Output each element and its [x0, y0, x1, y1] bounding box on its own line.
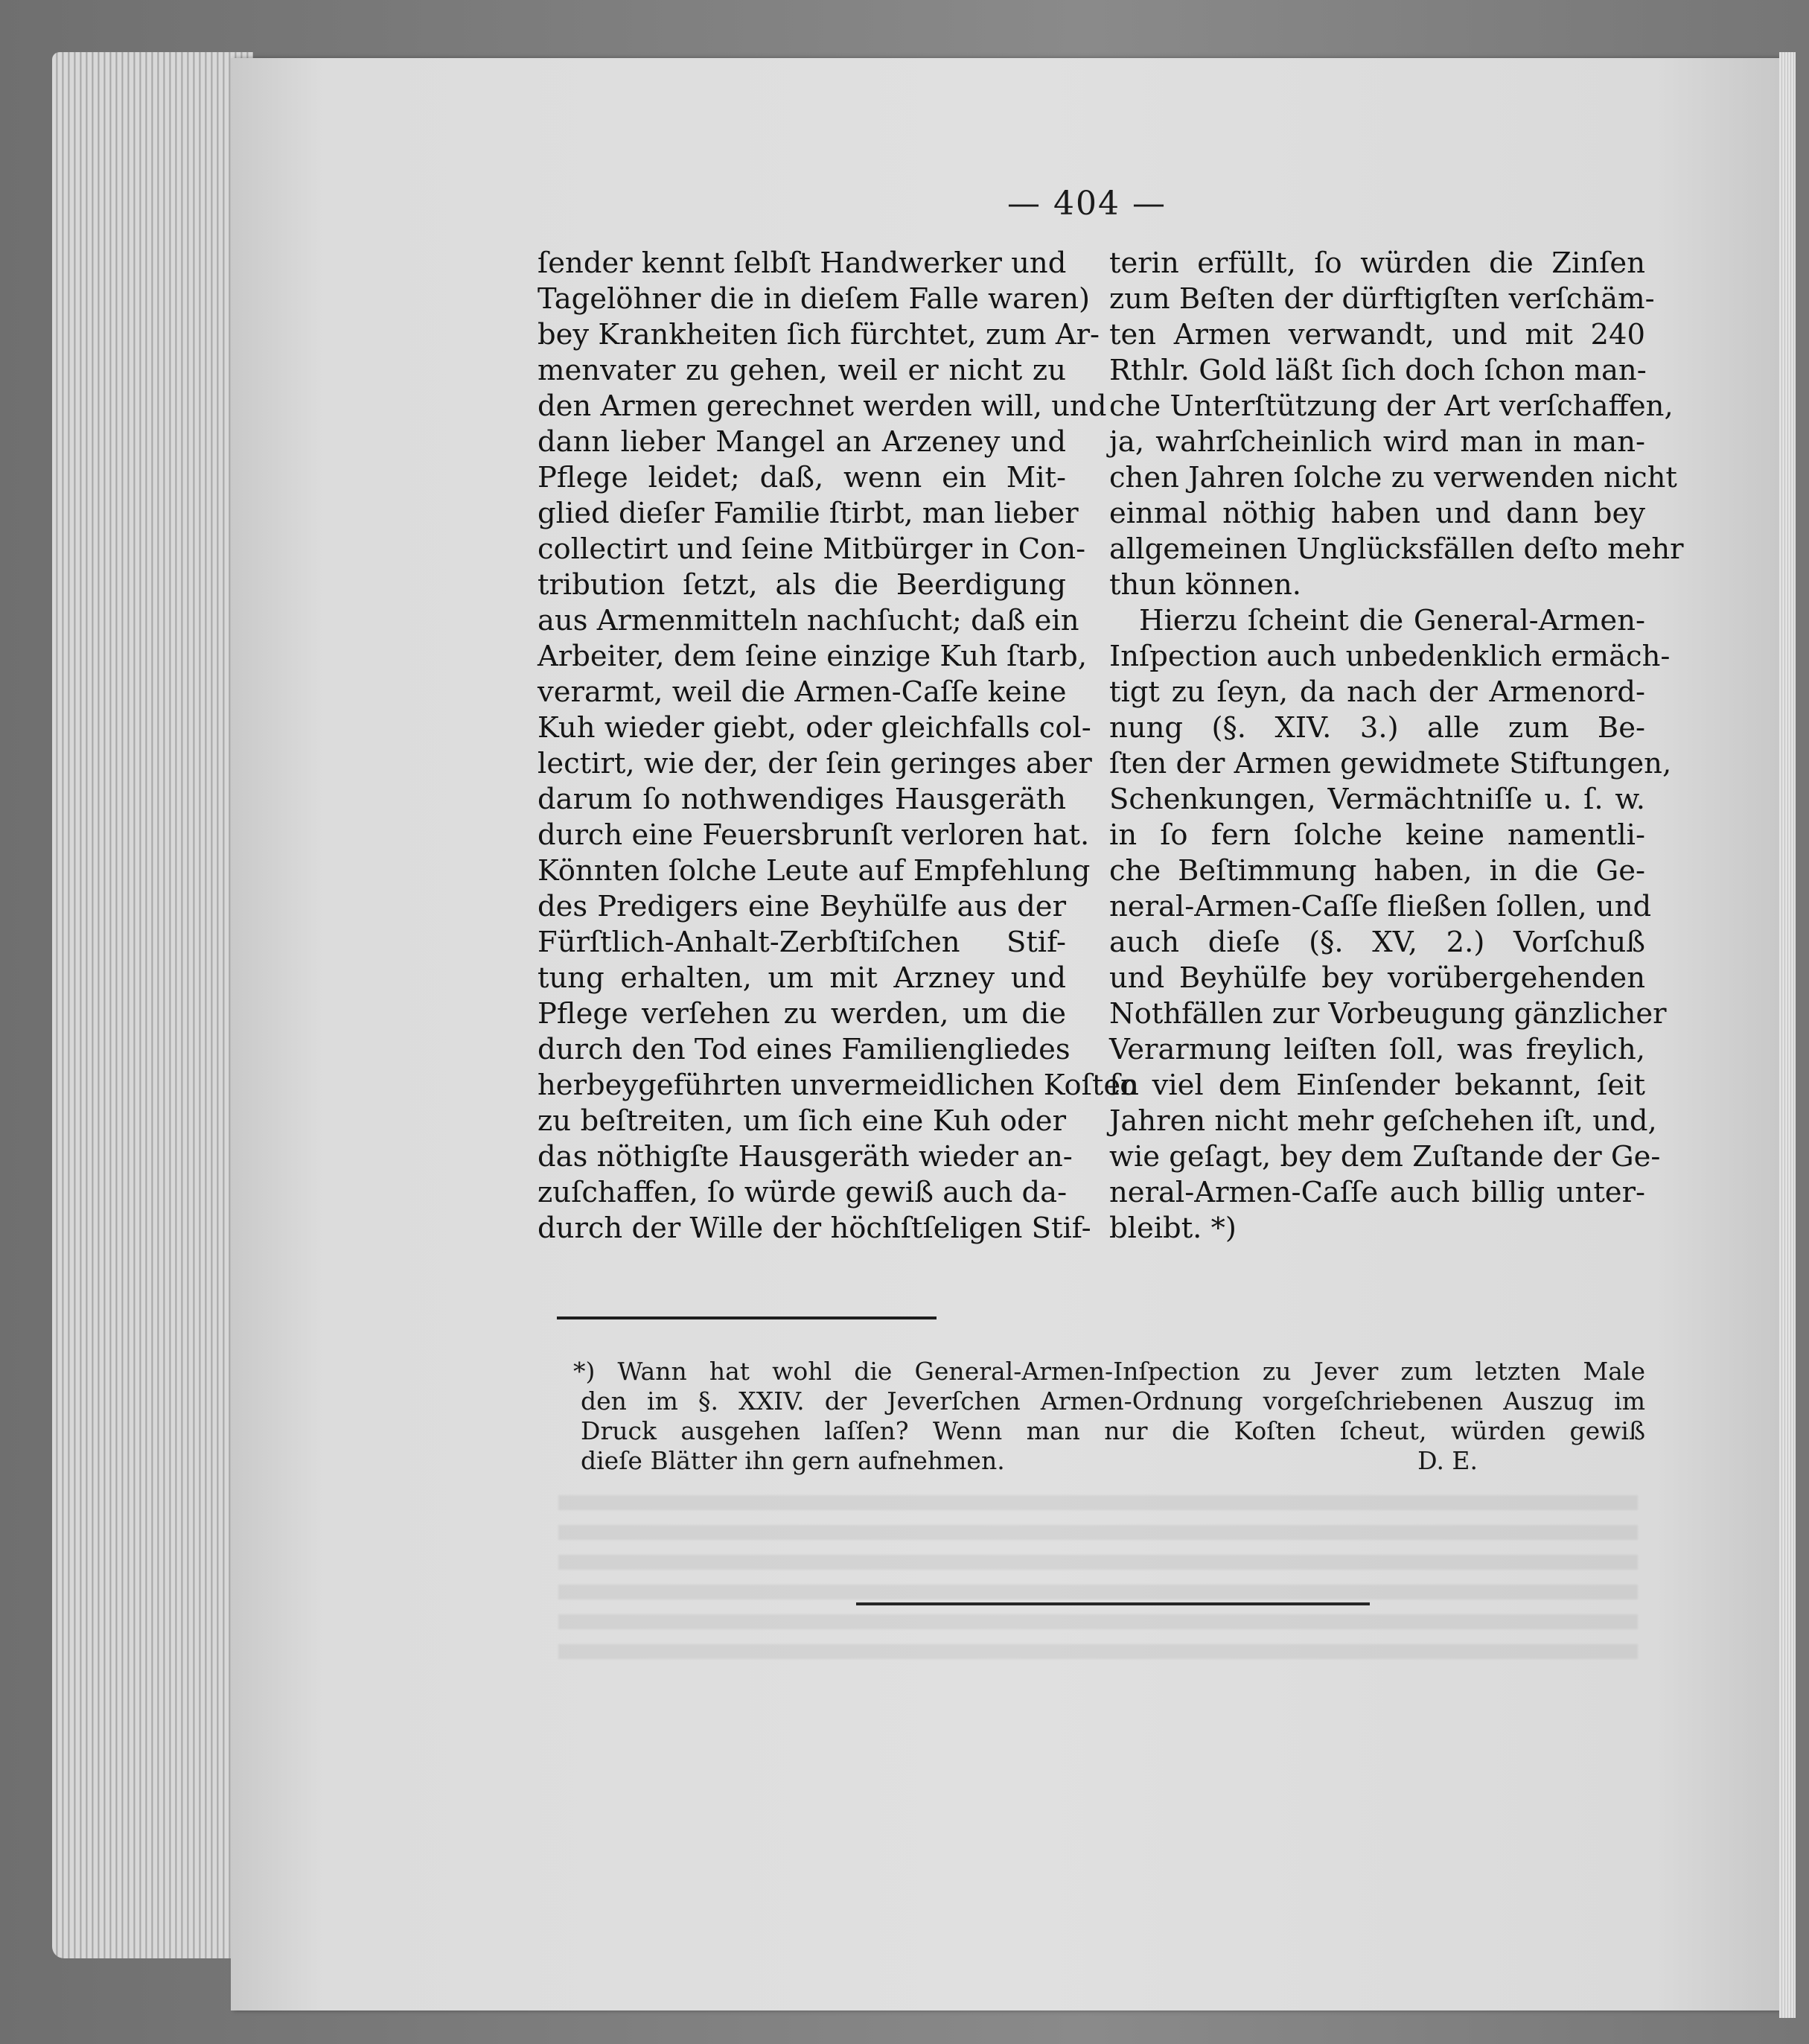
- page-number: — 404 —: [1007, 185, 1167, 223]
- text-line: lectirt, wie der, der ſein geringes aber: [537, 747, 1092, 780]
- text-line: tribution ſetzt, als die Beerdigung: [537, 568, 1066, 602]
- text-line: Pflege leidet; daß, wenn ein Mit-: [537, 461, 1066, 494]
- text-line: che Unterſtützung der Art verſchaffen,: [1109, 389, 1674, 423]
- text-line: wie geſagt, bey dem Zuſtande der Ge-: [1109, 1140, 1661, 1174]
- text-line: Arbeiter, dem ſeine einzige Kuh ſtarb,: [537, 640, 1088, 673]
- text-line: nung (§. XIV. 3.) alle zum Be-: [1109, 711, 1645, 745]
- text-line: einmal nöthig haben und dann bey: [1109, 497, 1645, 530]
- footnote-signature: D. E.: [1417, 1446, 1478, 1475]
- text-line: Schenkungen, Vermächtniſſe u. ſ. w.: [1109, 783, 1645, 816]
- text-line: ſten der Armen gewidmete Stiftungen,: [1109, 747, 1672, 780]
- text-line: in ſo fern ſolche keine namentli-: [1109, 818, 1645, 852]
- text-line: dieſe Blätter ihn gern aufnehmen.: [581, 1446, 1005, 1475]
- text-line: zu beſtreiten, um ſich eine Kuh oder: [537, 1104, 1066, 1138]
- text-line: zuſchaffen, ſo würde gewiß auch da-: [537, 1176, 1068, 1209]
- text-line: allgemeinen Unglücksfällen deſto mehr: [1109, 532, 1684, 566]
- text-line: ſo viel dem Einſender bekannt, ſeit: [1109, 1069, 1645, 1102]
- text-line: den Armen gerechnet werden will, und: [537, 389, 1107, 423]
- text-line: durch eine Feuersbrunſt verloren hat.: [537, 818, 1090, 852]
- text-line: Könnten ſolche Leute auf Empfehlung: [537, 854, 1091, 888]
- text-line: herbeygeführten unvermeidlichen Koſten: [537, 1069, 1139, 1102]
- text-line: menvater zu gehen, weil er nicht zu: [537, 354, 1066, 387]
- text-line: Rthlr. Gold läßt ſich doch ſchon man-: [1109, 354, 1647, 387]
- text-line: ten Armen verwandt, und mit 240: [1109, 318, 1645, 351]
- text-line: Hierzu ſcheint die General-Armen-: [1139, 604, 1645, 637]
- text-line: che Beſtimmung haben, in die Ge-: [1109, 854, 1645, 888]
- footnote-divider: [557, 1316, 937, 1319]
- text-line: durch den Tod eines Familiengliedes: [537, 1033, 1071, 1066]
- text-line: tigt zu ſeyn, da nach der Armenord-: [1109, 675, 1645, 709]
- text-line: Verarmung leiſten ſoll, was freylich,: [1109, 1033, 1645, 1066]
- text-line: Pflege verſehen zu werden, um die: [537, 997, 1066, 1031]
- text-line: verarmt, weil die Armen-Caſſe keine: [537, 675, 1067, 709]
- text-line: neral-Armen-Caſſe fließen ſollen, und: [1109, 890, 1652, 923]
- text-line: das nöthigſte Hausgeräth wieder an-: [537, 1140, 1073, 1174]
- text-line: thun können.: [1109, 568, 1302, 602]
- text-line: des Predigers eine Beyhülfe aus der: [537, 890, 1066, 923]
- text-line: ja, wahrſcheinlich wird man in man-: [1109, 425, 1645, 459]
- text-line: auch dieſe (§. XV, 2.) Vorſchuß: [1109, 926, 1645, 959]
- footnote: [573, 1357, 1645, 1476]
- text-line: Nothfällen zur Vorbeugung gänzlicher: [1109, 997, 1667, 1031]
- text-line: Kuh wieder giebt, oder gleichfalls col-: [537, 711, 1091, 745]
- text-line: darum ſo nothwendiges Hausgeräth: [537, 783, 1066, 816]
- text-line: terin erfüllt, ſo würden die Zinſen: [1109, 246, 1645, 280]
- page-right-edge: [1779, 52, 1796, 2018]
- text-line: und Beyhülfe bey vorübergehenden: [1109, 961, 1645, 995]
- text-line: Jahren nicht mehr geſchehen iſt, und,: [1109, 1104, 1657, 1138]
- text-line: ſender kennt ſelbſt Handwerker und: [537, 246, 1067, 280]
- text-line: dann lieber Mangel an Arzeney und: [537, 425, 1066, 459]
- text-line: Inſpection auch unbedenklich ermäch-: [1109, 640, 1671, 673]
- text-line: *) Wann hat wohl die General-Armen-Inſpection zu Jever zum letzten Male: [573, 1357, 1645, 1386]
- text-line: bleibt. *): [1109, 1212, 1237, 1245]
- text-line: den im §. XXIV. der Jeverſchen Armen-Ordnung vorgeſchriebenen Auszug im: [581, 1386, 1645, 1416]
- show-through-text: [558, 1495, 1638, 1674]
- text-line: aus Armenmitteln nachſucht; daß ein: [537, 604, 1079, 637]
- text-line: bey Krankheiten ſich fürchtet, zum Ar-: [537, 318, 1100, 351]
- text-line: zum Beſten der dürftigſten verſchäm-: [1109, 282, 1655, 316]
- text-line: Tagelöhner die in dieſem Falle waren): [537, 282, 1091, 316]
- right-text-column: [1109, 246, 1684, 1247]
- text-line: chen Jahren ſolche zu verwenden nicht: [1109, 461, 1677, 494]
- text-line: tung erhalten, um mit Arzney und: [537, 961, 1066, 995]
- text-line: durch der Wille der höchſtſeligen Stif-: [537, 1212, 1091, 1245]
- end-divider: [856, 1602, 1370, 1605]
- left-text-column: [537, 246, 1139, 1247]
- text-line: Fürſtlich-Anhalt-Zerbſtiſchen Stif-: [537, 926, 1066, 959]
- text-line: neral-Armen-Caſſe auch billig unter-: [1109, 1176, 1645, 1209]
- footnote-lines: [573, 1357, 1645, 1476]
- text-line: glied dieſer Familie ſtirbt, man lieber: [537, 497, 1079, 530]
- text-line: collectirt und ſeine Mitbürger in Con-: [537, 532, 1086, 566]
- text-line: Druck ausgehen laſſen? Wenn man nur die Koſten ſcheut, würden gewiß: [581, 1416, 1645, 1445]
- page-edges-stack: [52, 52, 253, 1958]
